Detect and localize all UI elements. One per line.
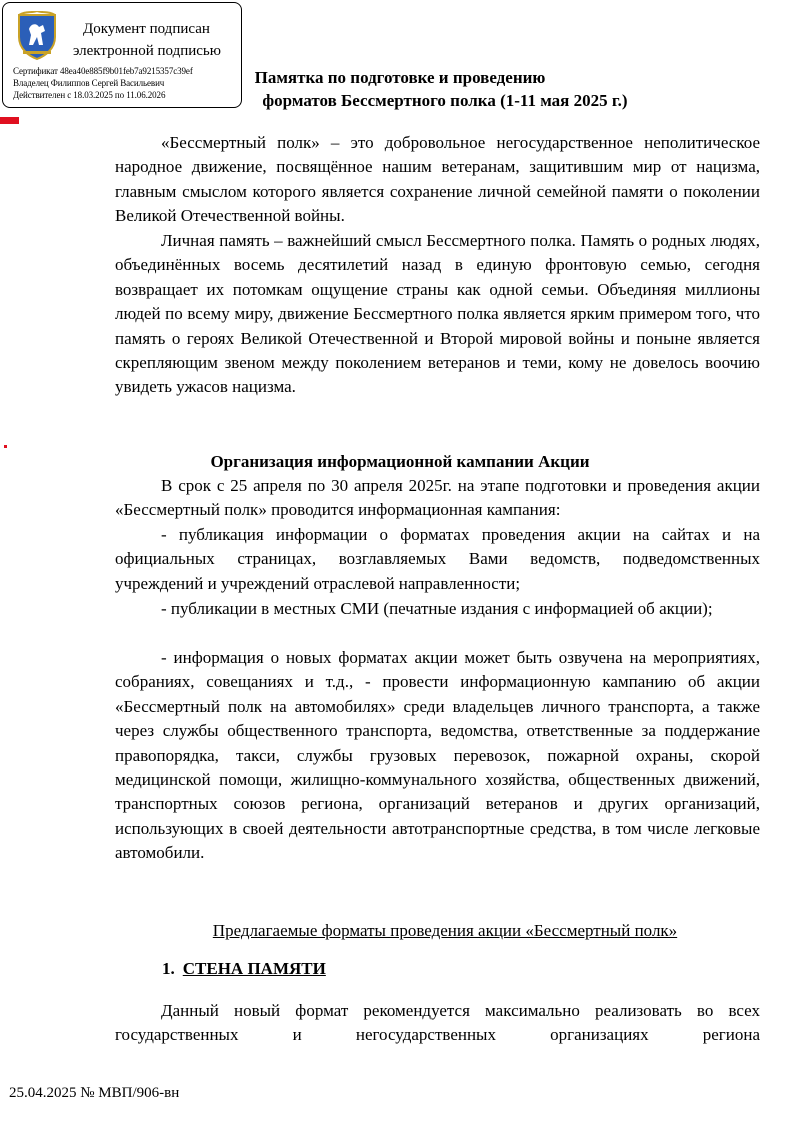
intro-paragraph: Личная память – важнейший смысл Бессмертного полка. Память о родных людях, объединённых восемь десятилетий назад в единую фронтовую семью, сегодня возвращает их потомкам ощущение страны как одной семьи. Объединяя миллионы людей по всему миру, движение Бессмертного полка является ярким примером того, что память о героях Великой Отечественной и Второй мировой войны и поныне является скрепляющим звеном между поколением ветеранов и теми, кому не довелось воочию увидеть ужасов нацизма. <box>115 231 760 397</box>
document-title-line2: форматов Бессмертного полка (1-11 мая 2025 г.) <box>262 91 628 110</box>
campaign-paragraph: В срок с 25 апреля по 30 апреля 2025г. на этапе подготовки и проведения акции «Бессмертный полк» проводится информационная кампания: <box>115 476 760 520</box>
stamp-line1: Документ подписан <box>83 21 210 37</box>
formats-paragraph: Данный новый формат рекомендуется максимально реализовать во всех государственных и негосударственных организациях региона <box>115 1001 760 1045</box>
coat-of-arms-icon <box>15 11 59 61</box>
campaign-list-item: - публикации в местных СМИ (печатные издания с информацией об акции); <box>161 599 713 618</box>
stamp-validity: Действителен с 18.03.2025 по 11.06.2026 <box>13 90 166 100</box>
stamp-owner: Владелец Филиппов Сергей Васильевич <box>13 78 165 88</box>
formats-heading: Предлагаемые форматы проведения акции «Бессмертный полк» <box>212 921 678 940</box>
section-title: СТЕНА ПАМЯТИ <box>182 959 326 978</box>
campaign-heading: Организация информационной кампании Акции <box>210 452 590 471</box>
section-heading <box>162 957 326 981</box>
campaign-list-item: - информация о новых форматах акции может быть озвучена на мероприятиях, собраниях, совещаниях и т.д., - провести информационную кампанию об акции «Бессмертный полк на автомобилях» среди владельцев личного транспорта, а также через службы общественного транспорта, ведомства, ответственные за поддержание правопорядка, такси, службы грузовых перевозок, пожарной охраны, скорой медицинской помощи, жилищно-коммунального хозяйства, общественных движений, транспортных союзов региона, организаций ветеранов и других организаций, использующих в своей деятельности автотранспортные средства, в том числе легковые автомобили. <box>115 648 760 863</box>
document-registration-number: 25.04.2025 № МВП/906-вн <box>9 1085 180 1101</box>
document-title-line1: Памятка по подготовке и проведению <box>254 68 546 87</box>
red-dot-mark <box>4 445 7 448</box>
stamp-line2: электронной подписью <box>73 43 221 59</box>
campaign-list-item: - публикация информации о форматах проведения акции на сайтах и на официальных страницах, возглавляемых Вами ведомств, подведомственных учреждений и учреждений отраслевой направленности; <box>115 525 760 593</box>
red-margin-mark <box>0 117 19 124</box>
stamp-certificate: Сертификат 48ea40e885f9b01feb7a9215357c39ef <box>13 66 193 76</box>
intro-paragraph: «Бессмертный полк» – это добровольное негосударственное неполитическое народное движение, посвящённое нашим ветеранам, защитившим мир от нацизма, главным смыслом которого является сохранение личной семейной памяти о поколении Великой Отечественной войны. <box>115 133 760 226</box>
section-number: 1. <box>162 959 175 978</box>
